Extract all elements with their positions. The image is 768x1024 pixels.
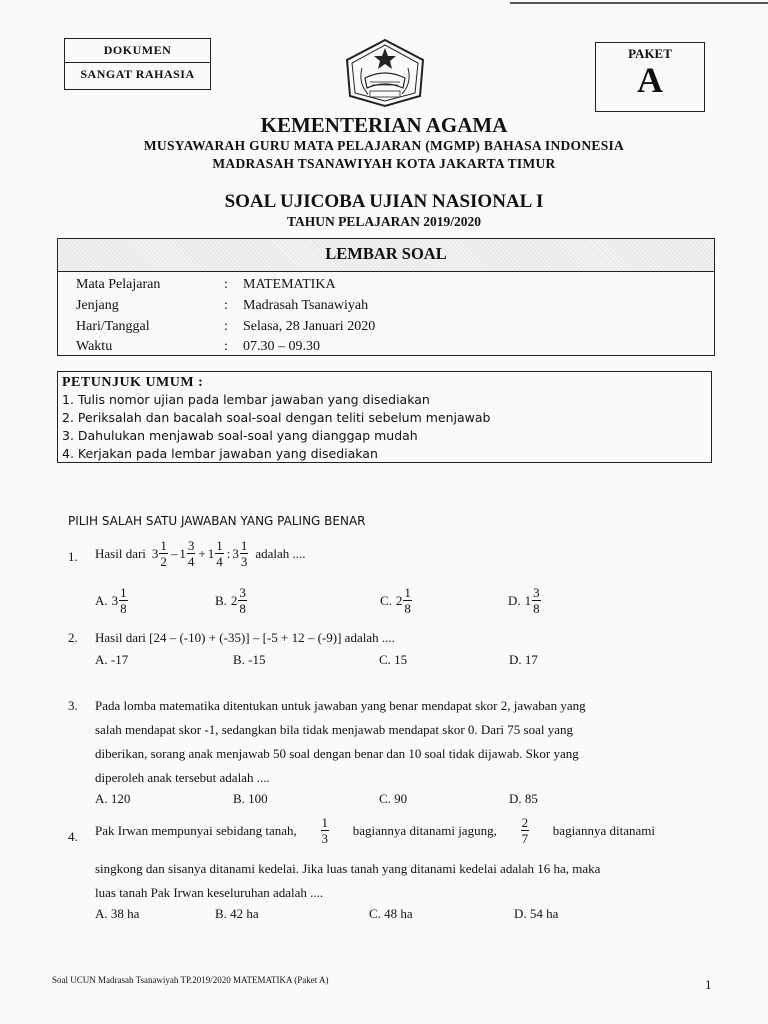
mgmp-title: MUSYAWARAH GURU MATA PELAJARAN (MGMP) BAHASA INDONESIA	[143, 138, 625, 153]
dokumen-box	[64, 38, 211, 90]
mixed-number	[112, 585, 129, 616]
option-a[interactable]: A. 120	[95, 791, 131, 806]
question-number: 2.	[68, 630, 78, 645]
option-d[interactable]: D. 85	[509, 791, 538, 806]
info-colon: :	[224, 339, 228, 354]
question-1-prefix: Hasil dari	[95, 545, 146, 561]
petunjuk-title: PETUNJUK UMUM :	[62, 375, 204, 390]
academic-year: TAHUN PELAJARAN 2019/2020	[286, 214, 481, 229]
whole-part: 3	[151, 545, 159, 561]
denominator: 8	[239, 601, 246, 616]
numerator: 1	[240, 538, 248, 553]
footer-text: Soal UCUN Madrasah Tsanawiyah TP.2019/2020 MATEMATIKA (Paket A)	[52, 975, 329, 985]
question-4-part2: bagiannya ditanami jagung,	[352, 822, 497, 838]
mixed-number	[152, 538, 169, 569]
info-value: Selasa, 28 Januari 2020	[243, 319, 376, 334]
lembar-soal-title: LEMBAR SOAL	[58, 239, 714, 272]
paket-letter: A	[637, 60, 663, 100]
question-2-text: Hasil dari [24 – (-10) + (-35)] – [-5 + 12 – (-9)] adalah ....	[95, 630, 395, 645]
whole-part: 1	[524, 592, 532, 608]
question-number: 1.	[68, 549, 78, 564]
question-number: 3.	[68, 698, 78, 713]
numerator: 1	[160, 538, 167, 553]
question-4-text	[95, 857, 655, 905]
question-4-line: singkong dan sisanya ditanami kedelai. Jika luas tanah yang ditanami kedelai adalah 16 ha, maka	[95, 861, 601, 876]
question-4-part3: bagiannya ditanami	[552, 822, 655, 838]
denominator: 8	[120, 601, 127, 616]
option-d[interactable]: D. 54 ha	[514, 906, 559, 921]
fraction	[238, 585, 247, 616]
denominator: 4	[187, 554, 195, 569]
denominator: 8	[404, 601, 411, 616]
petunjuk-item: 3. Dahulukan menjawab soal-soal yang dianggap mudah	[62, 428, 418, 443]
whole-part: 2	[230, 592, 238, 608]
question-4-first-line	[95, 815, 655, 846]
denominator: 7	[521, 831, 529, 846]
fraction	[159, 538, 168, 569]
denominator: 8	[533, 601, 540, 616]
option-c[interactable]: C. 48 ha	[369, 906, 413, 921]
info-label: Jenjang	[76, 298, 119, 313]
fraction	[187, 538, 196, 569]
question-3-line: diberikan, sorang anak menjawab 50 soal dengan benar dan 10 soal tidak dijawab. Skor yang	[95, 746, 579, 761]
option-b[interactable]	[215, 585, 248, 616]
mixed-number	[231, 585, 248, 616]
whole-part: 3	[232, 545, 239, 561]
denominator: 3	[321, 831, 329, 846]
mixed-number	[208, 538, 225, 569]
info-value: 07.30 – 09.30	[243, 339, 320, 354]
option-b[interactable]: B. 100	[233, 791, 268, 806]
option-a[interactable]: A. 38 ha	[95, 906, 140, 921]
whole-part: 2	[395, 592, 403, 608]
option-label: D.	[508, 592, 521, 608]
info-value: MATEMATIKA	[243, 277, 336, 292]
petunjuk-box	[57, 371, 712, 463]
option-b[interactable]: B. 42 ha	[215, 906, 259, 921]
question-1-expression	[152, 538, 249, 569]
fraction	[403, 585, 412, 616]
question-3-line: diperoleh anak tersebut adalah ....	[95, 770, 270, 785]
info-colon: :	[224, 319, 228, 334]
question-1-suffix: adalah ....	[255, 545, 306, 561]
fraction	[119, 585, 128, 616]
mixed-number	[232, 538, 249, 569]
numerator: 1	[404, 585, 411, 600]
numerator: 1	[120, 585, 127, 600]
instruction: PILIH SALAH SATU JAWABAN YANG PALING BENAR	[68, 514, 366, 528]
numerator: 3	[187, 538, 195, 553]
operator: :	[226, 545, 231, 561]
school-title: MADRASAH TSANAWIYAH KOTA JAKARTA TIMUR	[212, 156, 556, 171]
petunjuk-item: 1. Tulis nomor ujian pada lembar jawaban yang disediakan	[62, 392, 430, 407]
fraction	[240, 538, 249, 569]
denominator: 4	[216, 554, 223, 569]
numerator: 2	[521, 815, 529, 830]
ministry-title: KEMENTERIAN AGAMA	[260, 113, 508, 137]
question-number: 4.	[68, 829, 78, 844]
dokumen-label: DOKUMEN	[65, 39, 210, 63]
info-colon: :	[224, 277, 228, 292]
question-3-line: Pada lomba matematika ditentukan untuk jawaban yang benar mendapat skor 2, jawaban yang	[95, 698, 586, 713]
petunjuk-item: 4. Kerjakan pada lembar jawaban yang disediakan	[62, 446, 378, 461]
option-c[interactable]: C. 15	[379, 652, 408, 667]
question-3-line: salah mendapat skor -1, sedangkan bila tidak menjawab mendapat skor 0. Dari 75 soal yang	[95, 722, 573, 737]
exam-title: SOAL UJICOBA UJIAN NASIONAL I	[224, 191, 544, 212]
numerator: 3	[533, 585, 540, 600]
option-label: A.	[95, 592, 108, 608]
info-label: Waktu	[76, 339, 113, 354]
option-a[interactable]	[95, 585, 129, 616]
question-1-text	[95, 538, 306, 569]
info-colon: :	[224, 298, 228, 313]
operator: –	[170, 545, 178, 561]
numerator: 1	[216, 538, 223, 553]
option-label: C.	[380, 592, 392, 608]
petunjuk-item: 2. Periksalah dan bacalah soal-soal dengan teliti sebelum menjawab	[62, 410, 491, 425]
sangat-rahasia-label: SANGAT RAHASIA	[80, 67, 195, 81]
question-4-line: luas tanah Pak Irwan keseluruhan adalah ....	[95, 885, 324, 900]
denominator: 3	[240, 554, 248, 569]
option-b[interactable]: B. -15	[233, 652, 266, 667]
option-c[interactable]	[380, 585, 413, 616]
fraction	[521, 815, 530, 846]
question-4-part1: Pak Irwan mempunyai sebidang tanah,	[95, 822, 297, 838]
operator: +	[198, 545, 206, 561]
question-3-text	[95, 694, 650, 790]
lembar-soal-box	[57, 238, 715, 356]
numerator: 1	[321, 815, 329, 830]
fraction	[215, 538, 224, 569]
fraction	[532, 585, 541, 616]
denominator: 2	[160, 554, 167, 569]
paket-label: PAKET	[628, 46, 672, 61]
info-label: Mata Pelajaran	[76, 277, 161, 292]
mixed-number	[179, 538, 196, 569]
numerator: 3	[239, 585, 246, 600]
fraction	[321, 815, 330, 846]
whole-part: 3	[111, 592, 119, 608]
option-d[interactable]: D. 17	[509, 652, 538, 667]
option-c[interactable]: C. 90	[379, 791, 408, 806]
info-label: Hari/Tanggal	[76, 319, 150, 334]
whole-part: 1	[179, 545, 186, 561]
paket-box	[595, 42, 705, 112]
option-d[interactable]	[508, 585, 542, 616]
mixed-number	[396, 585, 413, 616]
option-label: B.	[215, 592, 227, 608]
ministry-logo	[340, 38, 430, 108]
info-value: Madrasah Tsanawiyah	[243, 298, 369, 313]
mixed-number	[525, 585, 542, 616]
whole-part: 1	[207, 545, 215, 561]
page-number: 1	[705, 977, 712, 992]
option-a[interactable]: A. -17	[95, 652, 129, 667]
scan-edge-line	[510, 2, 768, 4]
